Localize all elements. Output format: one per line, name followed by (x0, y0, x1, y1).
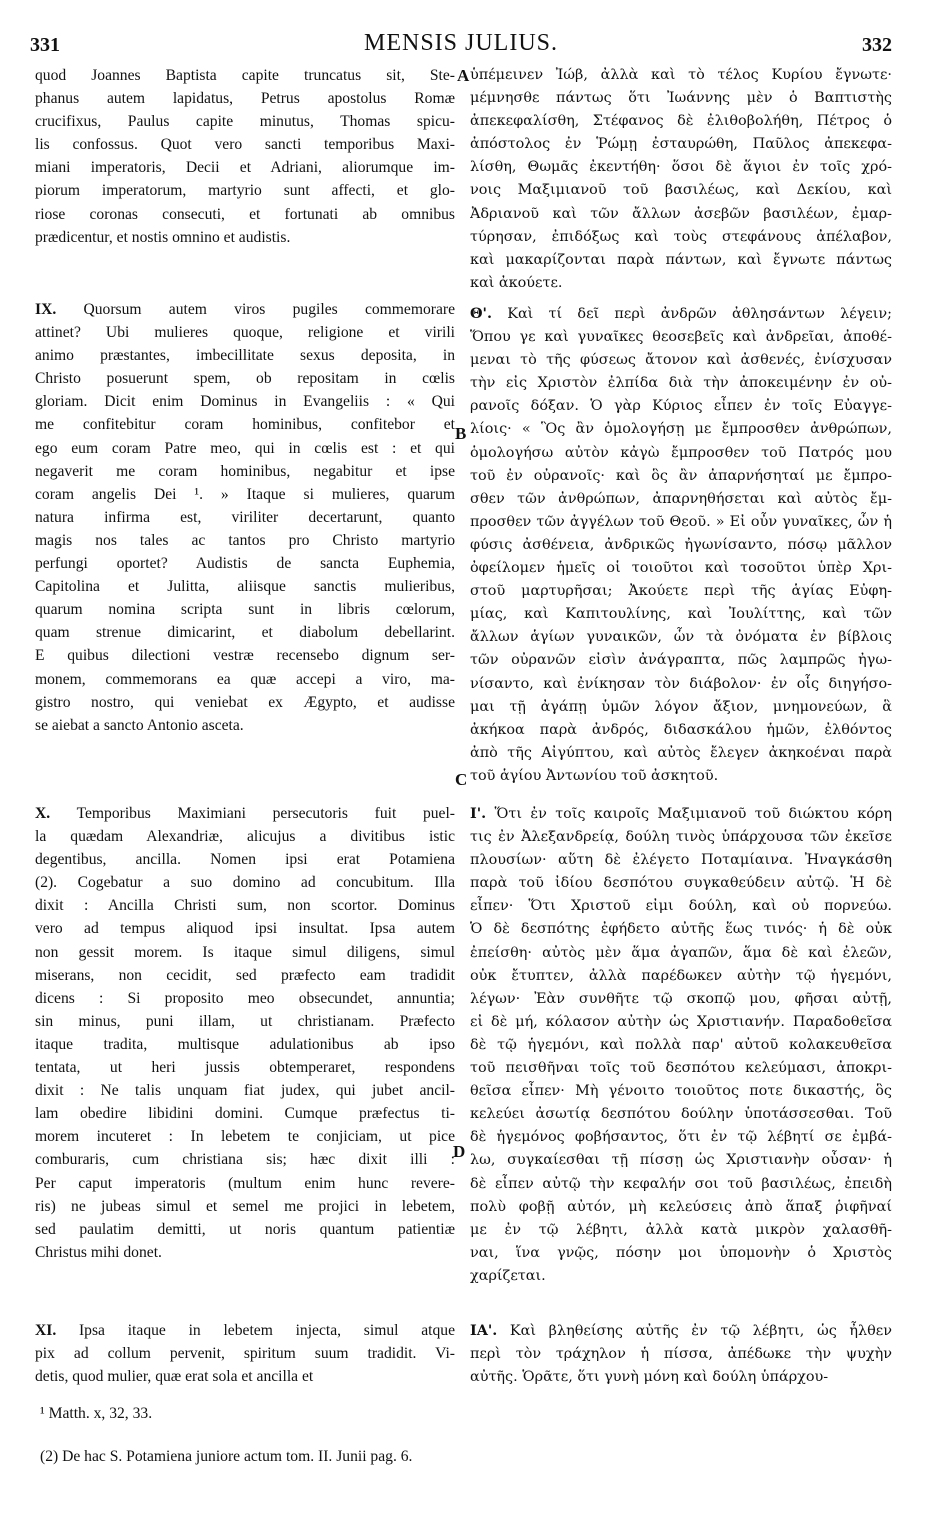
text-line: πλουσίων· αὕτη δὲ ἐλέγετο Ποταμίαινα. Ἠναγκάσθη (470, 852, 892, 869)
text-line: animo præstantes, imbecillitate sexus deposita, in (35, 347, 455, 365)
greek-section-iota (470, 802, 892, 1288)
text-line: piorum imperatorum, martyrio sunt affecti, et glo- (35, 182, 455, 200)
text-line: τῶν οὐρανῶν εἰσὶν ἀνάγραπτα, πῶς λαμπρῶς ἠγω- (470, 652, 892, 669)
marker-c: C (455, 770, 468, 789)
text-line: θεῖσα εἶπεν· Μὴ γένοιτο τοιοῦτος ποτε δικαστής, ὃς (470, 1083, 892, 1100)
text-line: miserans, non cecidit, sed præfecto eam tradidit (35, 966, 455, 984)
text-line: κελεύει ἀσωτίᾳ δεσπότου δούλην ὑποτάσσεσθαι. Τοῦ (470, 1106, 892, 1123)
text-line: αὐτῆς. Ὁρᾶτε, ὅτι γυνὴ μόνη καὶ δούλη ὑπάρχου- (470, 1369, 829, 1386)
text-line: στοῦ μαρτυρῆσαι; Ἀκούετε περὶ τῆς ἁγίας Εὐφη- (470, 583, 892, 600)
text-line: τις ἐν Ἀλεξανδρείᾳ, δούλη τινὸς ὑπάρχουσα τῶν ἐκεῖσε (470, 829, 892, 846)
text-line: τοῦ ἁγίου Ἀντωνίου τοῦ ἀσκητοῦ. (470, 767, 719, 784)
text-line: vero ad tempus aliquod ipsi insultat. Ipsa autem (35, 920, 455, 938)
text-line: μαι τῇ ἀγάπῃ ὑμῶν λόγον ἄξιον, μνημονεύων, ἃ (470, 698, 892, 715)
text-line: ris) ne jubeas simul et semel me projici in lebetem, (35, 1197, 455, 1215)
latin-section-ix (35, 298, 455, 737)
text-line: non gessit morem. Is itaque simul diligens, simul (35, 943, 455, 961)
text-line: νίσαντο, καὶ ἐνίκησαν τὸν διάβολον· ἐν οἷς διηγήσο- (470, 675, 892, 692)
page-header (30, 28, 892, 62)
text-line: σθεν τῶν ἀνθρώπων, ἀπαρνηθήσεται καὶ αὐτὸς ἔμ- (470, 490, 892, 507)
text-line: τὴν εἰς Χριστὸν ἐλπίδα διὰ τὴν ἀποκειμένην ἐν οὐ- (470, 375, 892, 392)
text-line: ἐπείσθη· αὐτὸς μὲν ἅμα ἀγαπῶν, ἅμα δὲ καὶ ἐλεῶν, (470, 944, 892, 961)
latin-section-x (35, 802, 455, 1264)
running-title: MENSIS JULIUS. (363, 30, 559, 56)
text-line: τοῦ πεισθῆναι τοῖς τοῦ δεσπότου κελεύμασι, ἀποκρι- (470, 1060, 892, 1077)
text-line: δὲ τῷ ἡγεμόνι, καὶ πολλὰ παρ' αὐτοῦ κολακευθεῖσα (470, 1036, 892, 1053)
text-line: εἶπεν· Ὅτι Χριστοῦ εἰμι δούλη, καὶ οὐ πορνεύω. (470, 898, 892, 915)
text-line: εἰ δὲ μή, κόλασον αὐτὴν ὡς Χριστιανήν. Παραδοθεῖσα (470, 1013, 892, 1030)
page-number-right: 332 (862, 34, 892, 56)
text-line: sin minus, puni illam, ut christianam. Præfecto (35, 1012, 455, 1030)
text-line: negaverit me coram hominibus, negabitur et ipse (35, 462, 455, 480)
text-line: λω, συγκαίεσθαι τῇ πίσσῃ ὡς Χριστιανὴν οὖσαν· ἡ (470, 1152, 892, 1169)
footnote-1: ¹ Matth. x, 32, 33. (40, 1405, 153, 1422)
text-line: ἀκήκοα παρὰ ἀνδρός, διδασκάλου ἡμῶν, ἐλθόντος (470, 721, 892, 738)
text-line: gloriam. Dicit enim Dominus in Evangeliis : « Qui (35, 393, 455, 411)
text-line: miani imperatoris, Decii et Adriani, aliorumque im- (35, 159, 455, 177)
text-line: IX. Quorsum autem viros pugiles commemorare (35, 301, 455, 318)
text-line: monem, commemorans ea quæ accepi a viro, ma- (35, 670, 455, 688)
greek-section-iota-alpha (470, 1319, 892, 1389)
text-line: χαρίζεται. (470, 1267, 546, 1284)
text-line: quarum nomina scripta sunt in libris cœlorum, (35, 601, 455, 619)
latin-block-1 (35, 64, 455, 249)
text-line: perfungi oportet? Audistis de sancta Euphemia, (35, 555, 455, 573)
text-line: magis nos tales ac tantos pro Christo martyrio (35, 531, 455, 549)
text-line: Christus mihi donet. (35, 1243, 162, 1261)
text-line: ΙΑ'. Καὶ βληθείσης αὐτῆς ἐν τῷ λέβητι, ὡς ἦλθεν (470, 1322, 892, 1339)
text-line: νοις Μαξιμιανοῦ τοῦ βασιλέως, καὶ Δεκίου, καὶ (470, 182, 892, 199)
text-line: δὲ ἡγεμόνος φοβήσαντος, ὅτι ἐν τῷ λέβητί σε ἐμβά- (470, 1129, 892, 1146)
text-line: πολὺ φοβῇ αὐτόν, μὴ κελεύσεις ἀπὸ ἅπαξ ῥιφῆναί (470, 1198, 892, 1215)
footnote-2: (2) De hac S. Potamiena juniore actum tom. II. Junii pag. 6. (40, 1448, 413, 1465)
text-line: μεναι τὸ τῆς φύσεως ἄτονον καὶ ἀσθενές, ἐνίσχυσαν (470, 352, 892, 369)
text-line: ὑπέμεινεν Ἰώβ, ἀλλὰ καὶ τὸ τέλος Κυρίου ἔγνωτε· (470, 67, 892, 83)
text-line: καὶ ἀκούετε. (470, 274, 563, 291)
text-line: X. Temporibus Maximiani persecutoris fuit puel- (35, 805, 455, 822)
text-line: παρὰ τοῦ ἰδίου δεσπότου συγκαθεύδειν αὐτῷ. Ἡ δὲ (470, 875, 892, 892)
text-line: prædicentur, et nostis omnino et audistis. (35, 228, 291, 246)
text-line: sed paulatim demitti, ut noris quantum patientiæ (35, 1220, 455, 1238)
text-line: riose coronas consecuti, et fortunati ab omnibus (35, 205, 455, 223)
text-line: comburaris, cum christiana sis; hæc dixit illi : (35, 1151, 455, 1169)
text-line: με ἐν τῷ λέβητι, ἀλλὰ κατὰ μικρὸν χαλασθῆ- (470, 1221, 892, 1238)
text-line: quam strenue dimicarint, et diabolum debellarint. (35, 624, 455, 642)
text-line: μίας, καὶ Καπιτουλίνης, καὶ Ἰουλίττης, καὶ τῶν (470, 606, 892, 623)
text-line: tentata, ut heri jussis obtemperaret, respondens (35, 1059, 455, 1077)
text-line: E quibus dilectioni vestræ recensebo dignum ser- (35, 647, 455, 665)
text-line: Ὁ δὲ δεσπότης ἐφήδετο αὐτῆς ἕως τινός· ἡ δὲ οὐκ (470, 921, 892, 938)
text-line: ἀπεκεφαλίσθη, Στέφανος δὲ ἐλιθοβολήθη, Πέτρος ὁ (470, 113, 892, 130)
text-line: ego eum coram Patre meo, qui in cœlis est : et qui (35, 439, 455, 457)
text-line: λίσθη, Θωμᾶς ἐκεντήθη· ὅσοι δὲ ἅγιοι ἐν τοῖς χρό- (470, 159, 892, 176)
text-line: Per caput imperatoris (multum enim hunc revere- (35, 1174, 455, 1192)
text-line: crucifixus, Paulus capite minutus, Thomas spicu- (35, 113, 455, 131)
text-line: ἀπὸ τῆς Αἰγύπτου, καὶ αὐτὸς ἔλεγεν ἀκηκοέναι παρὰ (470, 744, 892, 761)
latin-section-xi (35, 1319, 455, 1388)
text-line: coram angelis Dei ¹. » Itaque si mulieres, quarum (35, 485, 455, 503)
text-line: οὐκ ἔτυπτεν, ἀλλὰ παρέδωκεν αὐτὴν τῷ ἡγεμόνι, (470, 967, 892, 984)
text-line: φύσις ἀσθένεια, ἀνδρικῶς ἠγωνίσαντο, πόσῳ μᾶλλον (470, 536, 892, 553)
text-line: me confitebitur coram hominibus, confitebor et (35, 416, 455, 434)
text-line: phanus autem lapidatus, Petrus apostolus Romæ (35, 90, 455, 108)
text-line: detis, quod mulier, quæ erat sola et ancilla et (35, 1368, 314, 1386)
text-line: XI. Ipsa itaque in lebetem injecta, simul atque (35, 1322, 455, 1339)
text-line: lam obedire libidini domini. Cumque præfectus ti- (35, 1105, 455, 1123)
text-line: Ἀδριανοῦ καὶ τῶν ἄλλων ἀσεβῶν βασιλέων, ἐμαρ- (470, 205, 892, 222)
text-line: gistro nostro, qui veniebat ex Ægypto, et audisse (35, 693, 455, 711)
text-line: morem incuteret : In lebetem te conjiciam, ut pice (35, 1128, 455, 1146)
text-line: τύρησαν, ἐπιδόξως καὶ τοὺς στεφάνους ἀπέλαβον, (470, 228, 892, 245)
text-line: Θ'. Καὶ τί δεῖ περὶ ἀνδρῶν ἀθλησάντων λέγειν; (470, 305, 892, 322)
text-line: καὶ μακαρίζονται παρὰ πάντων, καὶ ἔγνωτε πάντως (470, 251, 892, 268)
text-line: ναι, ἵνα γνῷς, πόσην μοι ὑπομονὴν ὁ Χριστὸς (470, 1244, 892, 1261)
text-line: pix ad collum pervenit, spiritum suum tradidit. Vi- (35, 1345, 455, 1363)
text-line: Capitolina et Julitta, aliisque sanctis mulieribus, (35, 578, 455, 596)
text-line: degentibus, ancilla. Nomen ipsi erat Potamiena (35, 851, 455, 869)
greek-block-1 (470, 64, 892, 295)
text-line: ἀπόστολος ἐν Ῥώμῃ ἐσταυρώθη, Παῦλος ἀπεκεφα- (470, 136, 892, 153)
text-line: natura infirma est, viriliter decertarunt, quanto (35, 508, 455, 526)
text-line: δὲ εἶπεν αὐτῷ τὴν κεφαλήν σοι τοῦ βασιλέως, ἐπειδὴ (470, 1175, 892, 1192)
text-line: Ὅπου γε καὶ γυναῖκες θεοσεβεῖς καὶ ἀνδρεῖαι, ἀποθέ- (470, 329, 892, 346)
text-line: Ι'. Ὅτι ἐν τοῖς καιροῖς Μαξιμιανοῦ τοῦ διώκτου κόρη (470, 805, 892, 822)
text-line: dixit : Ne talis unquam fiat judex, qui jubet ancil- (35, 1082, 455, 1100)
marker-a: A (457, 66, 470, 85)
text-line: lis confossus. Quot vero sancti temporibus Maxi- (35, 136, 455, 154)
text-line: attinet? Ubi mulieres quoque, religione et virili (35, 324, 455, 342)
text-line: ἄλλων ἁγίων γυναικῶν, ὧν τὰ ὀνόματα ἐν βίβλοις (470, 629, 892, 646)
text-line: dicens : Si proposito meo obsecundet, annuntia; (35, 989, 455, 1007)
text-line: la quædam Alexandriæ, alicujus a divitibus istic (35, 828, 455, 846)
greek-section-theta (470, 302, 892, 788)
marker-d: D (453, 1142, 466, 1161)
text-line: μέμνησθε πάντως ὅτι Ἰωάννης μὲν ὁ Βαπτιστὴς (470, 90, 892, 107)
text-line: ρανοῖς δόξαν. Ὁ γὰρ Κύριος εἶπεν ἐν τοῖς Εὐαγγε- (470, 398, 892, 415)
text-line: itaque tradita, multisque adulationibus ab ipso (35, 1035, 455, 1053)
text-line: se aiebat a sancto Antonio asceta. (35, 716, 244, 734)
text-line: τοῦ ἐν οὐρανοῖς· καὶ ὃς ἂν ἀπαρνήσηταί με ἔμπρο- (470, 467, 892, 484)
page-number-left: 331 (30, 34, 60, 56)
text-line: quod Joannes Baptista capite truncatus sit, Ste- (35, 67, 455, 84)
text-line: Christo posuerunt spem, ob repositam in cœlis (35, 370, 455, 388)
text-line: ὁμολογήσω αὐτὸν κἀγὼ ἔμπροσθεν τοῦ Πατρός μου (470, 444, 892, 461)
text-line: λέγων· Ἐὰν συνθῆτε τῷ σκοπῷ μου, φῆσαι αὐτῇ, (470, 990, 892, 1007)
text-line: dixit : Ancilla Christi sum, non scortor. Dominus (35, 897, 455, 915)
text-line: (2). Cogebatur a suo domino ad concubitum. Illa (35, 874, 455, 892)
text-line: περὶ τὸν τράχηλον ἡ πίσσα, ἀπέδωκε τὴν ψυχὴν (470, 1346, 892, 1363)
text-line: ὀφείλομεν ἡμεῖς οἱ τοιοῦτοι καὶ τοσοῦτοι ὑπὲρ Χρι- (470, 560, 892, 577)
text-line: λίοις· « Ὃς ἂν ὁμολογήσῃ με ἔμπροσθεν ἀνθρώπων, (470, 421, 892, 438)
text-line: προσθεν τῶν ἀγγέλων τοῦ Θεοῦ. » Εἰ οὖν γυναῖκες, ὧν ἡ (470, 513, 892, 530)
marker-b: B (455, 424, 467, 443)
